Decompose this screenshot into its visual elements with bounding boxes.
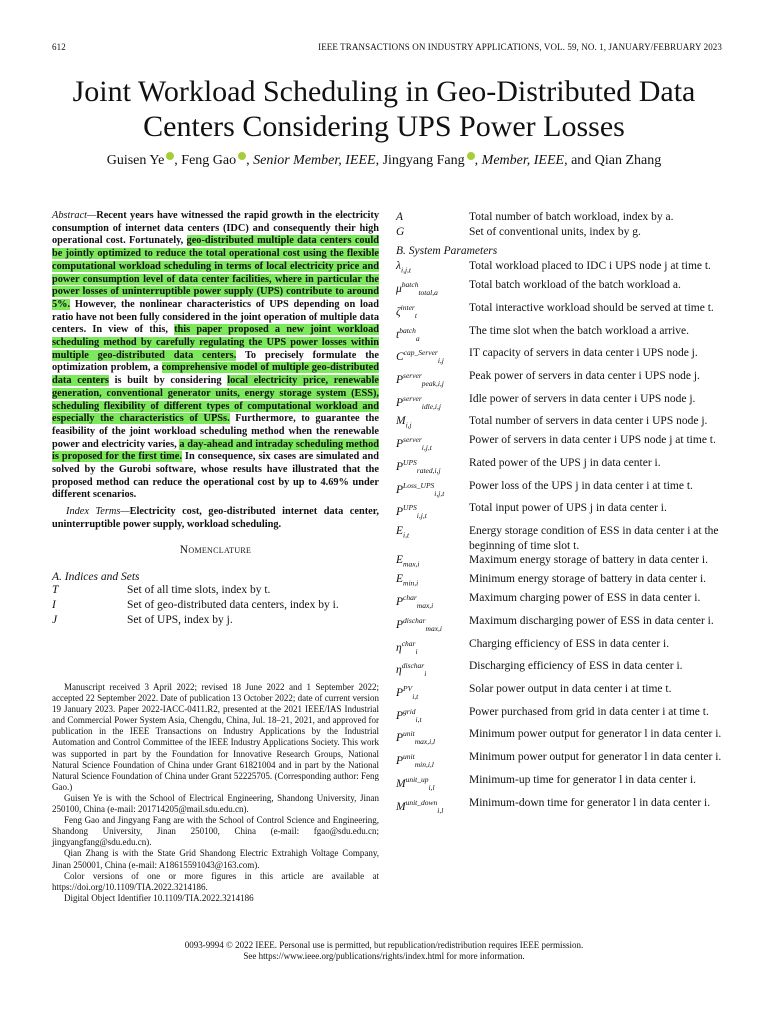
orcid-icon[interactable] [238,152,246,160]
system-parameters-heading: B. System Parameters [396,245,498,258]
nomenclature-row [396,572,722,591]
nomenclature-row [396,553,722,572]
author-name: , and Qian Zhang [564,153,662,168]
nomenclature-symbol: $M^{unit\_up}_{i,l}$ [396,774,435,792]
abstract [52,210,379,502]
nomenclature-definition: Set of all time slots, index by t. [127,583,271,596]
abstract-text: is built by considering [108,375,228,387]
nomenclature-definition: Minimum energy storage of battery in data center i. [469,573,707,586]
nomenclature-row [52,583,379,598]
nomenclature-row [396,659,722,682]
index-terms-text: Electricity cost, geo-distributed internet data center, uninterruptible power supply, workload scheduling. [52,506,379,530]
author-name: Jingyang Fang [382,153,465,168]
nomenclature-symbol: G [396,225,405,238]
sets-list [396,210,722,239]
nomenclature-row [396,479,722,502]
nomenclature-row [396,301,722,324]
footnotes [52,682,379,904]
symbol-subscript: total,a [418,288,438,298]
nomenclature-symbol: $\eta^{dischar}_i$ [396,661,427,679]
nomenclature-definition: Peak power of servers in data center i UPS node j. [469,369,700,382]
nomenclature-row [396,259,722,278]
nomenclature-definition: Idle power of servers in data center i UPS node j. [469,392,696,405]
nomenclature-symbol: $P^{server}_{idle,i,j}$ [396,393,441,411]
nomenclature-definition: Maximum discharging power of ESS in data center i. [469,614,714,627]
nomenclature-symbol: $\lambda_{i,j,t}$ [396,260,411,275]
nomenclature-symbol: $\eta^{char}_i$ [396,638,418,656]
symbol-superscript: char [403,593,417,603]
journal-header: IEEE TRANSACTIONS ON INDUSTRY APPLICATIONS, VOL. 59, NO. 1, JANUARY/FEBRUARY 2023 [318,42,722,52]
symbol-subscript: i,t [415,714,422,724]
nomenclature-row [396,524,722,553]
symbol-subscript: i,l [437,805,444,815]
nomenclature-symbol: $E_{max,i}$ [396,554,420,569]
symbol-superscript: unit [403,752,415,762]
symbol-superscript: UPS [403,503,417,513]
index-terms-lead: Index Terms— [66,506,130,518]
author-list: Guisen Ye , Feng Gao , Senior Member, IEEE, Jingyang Fang , Member, IEEE, and Qian Zhang [106,153,662,168]
nomenclature-symbol: $M_{i,j}$ [396,415,412,430]
author-name: Guisen Ye [106,153,165,168]
symbol-subscript: a [415,333,420,343]
symbol-superscript: batch [401,280,419,290]
symbol-subscript: i [424,669,427,679]
nomenclature-row [396,346,722,369]
nomenclature-row [396,705,722,728]
highlighted-text: a day-ahead and intraday scheduling method is proposed for the first time. [52,438,379,463]
symbol-subscript: i,j,t [416,511,427,521]
nomenclature-symbol: A [396,211,404,223]
symbol-subscript: max,i [403,559,420,569]
nomenclature-definition: Discharging efficiency of ESS in data center i. [469,660,683,673]
nomenclature-symbol: T [52,583,59,596]
symbol-subscript: idle,i,j [421,401,441,411]
nomenclature-row [396,591,722,614]
nomenclature-symbol: $P^{PV}_{i,t}$ [396,684,419,702]
nomenclature-symbol: $P^{grid}_{i,t}$ [396,706,422,724]
nomenclature-row [396,324,722,347]
symbol-superscript: char [401,638,416,648]
nomenclature-symbol: $P^{UPS}_{i,j,t}$ [396,503,427,521]
nomenclature-definition: Minimum power output for generator l in data center i. [469,728,722,741]
symbol-superscript: server [403,435,422,445]
nomenclature-definition: Total batch workload of the batch workload a. [469,279,681,292]
abstract-text: However, the nonlinear characteristics of UPS depending on load ratio have not been fully considered in the joint operation of multiple data centers. In view of this, [52,298,379,336]
symbol-subscript: i,j,t [421,443,432,453]
author-role: Member, IEEE [481,153,565,168]
nomenclature-definition: Total number of servers in data center i UPS node j. [469,415,708,428]
symbol-subscript: max,i,l [414,737,436,747]
symbol-subscript: rated,i,j [416,466,441,476]
symbol-superscript: server [403,393,422,403]
nomenclature-symbol: $E_{min,i}$ [396,573,419,588]
symbol-superscript: dischar [403,615,426,625]
symbol-subscript: i,t [403,530,410,540]
abstract-lead: Abstract— [52,210,97,221]
nomenclature-definition: Total input power of UPS j in data center i. [469,502,667,515]
symbol-superscript: cap_Server [403,348,438,358]
symbol-superscript: batch [399,325,416,335]
nomenclature-row [52,598,379,613]
nomenclature-row [396,369,722,392]
nomenclature-definition: Solar power output in data center i at time t. [469,683,672,695]
symbol-subscript: i,j [437,356,444,366]
nomenclature-symbol: $P^{server}_{peak,i,j}$ [396,370,444,389]
nomenclature-row [396,433,722,456]
nomenclature-row [396,773,722,796]
symbol-superscript: server [403,370,422,380]
nomenclature-definition: Minimum-down time for generator l in data center i. [469,796,711,809]
nomenclature-symbol: $P^{char}_{max,i}$ [396,593,434,611]
nomenclature-row [396,637,722,660]
nomenclature-row [396,210,722,225]
nomenclature-row [396,392,722,415]
nomenclature-symbol: $C^{cap\_Server}_{i,j}$ [396,348,444,366]
footnote-paragraph: Qian Zhang is with the State Grid Shandong Electric Extrahigh Voltage Company, Jinan 250001, China (e-mail: A18615591043@163.com). [52,848,379,870]
footnote-paragraph: Digital Object Identifier 10.1109/TIA.2022.3214186 [64,892,254,903]
nomenclature-definition: Set of geo-distributed data centers, index by i. [127,598,339,611]
nomenclature-definition: Charging efficiency of ESS in data center i. [469,637,670,650]
nomenclature-definition: Rated power of the UPS j in data center i. [469,457,661,469]
left-column [52,210,379,628]
nomenclature-definition: Power loss of the UPS j in data center i at time t. [469,479,693,492]
nomenclature-definition: Set of UPS, index by j. [127,613,233,626]
footnote-paragraph: Color versions of one or more figures in this article are available at https://doi.org/10.1109/TIA.2022.3214186. [52,870,379,892]
orcid-icon[interactable] [166,152,174,160]
nomenclature-row [396,414,722,433]
nomenclature-symbol: $\mu^{batch}_{total,a}$ [396,280,438,298]
nomenclature-definition: Minimum power output for generator l in data center i. [469,751,722,764]
nomenclature-definition: Power of servers in data center i UPS node j at time t. [469,434,716,447]
nomenclature-definition: Total number of batch workload, index by a. [469,211,674,223]
symbol-subscript: t [414,310,417,320]
nomenclature-definition: Energy storage condition of ESS in data center i at the beginning of time slot t. [469,525,719,552]
abstract-text: Furthermore, to guarantee the feasibility of the joint workload scheduling method when the renewable power and electricity varies, [52,413,379,450]
nomenclature-row [396,456,722,479]
nomenclature-symbol: $P^{unit}_{max,i,l}$ [396,729,436,747]
nomenclature-heading: Nomenclature [179,543,252,556]
nomenclature-definition: Total interactive workload should be served at time t. [469,301,714,314]
nomenclature-symbol: $P^{Loss\_UPS}_{i,j,t}$ [396,480,445,498]
copyright-line: 0093-9994 © 2022 IEEE. Personal use is permitted, but republication/redistribution requires IEEE permission. [184,940,584,950]
symbol-subscript: max,i [416,601,434,611]
symbol-superscript: grid [403,706,416,716]
nomenclature-row [396,501,722,524]
nomenclature-definition: Set of conventional units, index by g. [469,225,641,238]
indices-list [52,583,379,628]
nomenclature-row [396,796,722,819]
nomenclature-definition: Power purchased from grid in data center i at time t. [469,705,709,718]
highlighted-text: local electricity price, renewable generation, conventional generator units, energy storage system (ESS), scheduling flexibility of different types of computational workload and especially the characteristics of UPSs. [52,375,379,425]
symbol-superscript: unit [403,729,415,739]
orcid-icon[interactable] [467,152,475,160]
symbol-superscript: UPS [403,458,417,467]
symbol-subscript: i,t [412,692,419,702]
parameters-list [396,259,722,818]
nomenclature-symbol: $\zeta^{inter}_t$ [396,302,417,320]
symbol-superscript: inter [400,302,415,312]
abstract-text: Recent years have witnessed the rapid growth in the electricity consumption of internet data centers (IDC) and consequently their high operational cost. Fortunately, [52,210,379,247]
paper-title: Joint Workload Scheduling in Geo-Distributed Data Centers Considering UPS Power Losses [72,75,696,143]
nomenclature-row [396,278,722,301]
nomenclature-definition: Maximum energy storage of battery in data center i. [469,554,708,567]
symbol-superscript: PV [403,684,413,693]
nomenclature-symbol: $t^{batch}_a$ [396,325,420,343]
nomenclature-symbol: $P^{dischar}_{max,i}$ [396,615,442,633]
highlighted-text: geo-distributed multiple data centers could be jointly optimized to reduce the total operational cost using the flexible computational workload scheduling in terms of local electricity price and power consumption level of data center facilities, where in particular the power losses of uninterruptible power supply (UPS) contribute to around 5%. [52,235,379,310]
nomenclature-definition: Maximum charging power of ESS in data center i. [469,592,701,605]
page-number: 612 [52,42,66,52]
nomenclature-definition: IT capacity of servers in data center i UPS node j. [469,347,698,360]
symbol-superscript: dischar [401,661,425,671]
author-role: Senior Member, IEEE [253,153,376,168]
symbol-superscript: unit_up [405,774,429,784]
nomenclature-row [396,614,722,637]
symbol-subscript: min,i,l [414,760,434,770]
abstract-text: To precisely formulate the optimization problem, a [52,349,379,374]
nomenclature-definition: The time slot when the batch workload a arrive. [469,324,690,337]
symbol-subscript: i,j,t [400,265,411,275]
nomenclature-symbol: $P^{server}_{i,j,t}$ [396,435,432,453]
author-name: Feng Gao [181,153,237,168]
nomenclature-symbol: $M^{unit\_down}_{i,l}$ [396,797,444,815]
nomenclature-row [52,613,379,628]
nomenclature-symbol: $E_{i,t}$ [396,525,410,540]
symbol-subscript: max,i [425,623,442,633]
highlighted-text: comprehensive model of multiple geo-distributed data centers [52,362,379,387]
indices-heading: A. Indices and Sets [52,570,140,583]
highlighted-text: this paper proposed a new joint workload scheduling method by carefully regulating the UPS power losses within multiple geo-distributed data centers. [52,324,379,361]
copyright-line: See https://www.ieee.org/publications/rights/index.html for more information. [243,951,525,961]
footnote-paragraph: Guisen Ye is with the School of Electrical Engineering, Shandong University, Jinan 250100, China (e-mail: 201714205@mail.sdu.edu.cn). [52,792,379,815]
nomenclature-symbol: $P^{unit}_{min,i,l}$ [396,752,434,770]
symbol-subscript: i,j [405,420,412,430]
index-terms [52,506,379,531]
symbol-superscript: unit_down [405,797,438,807]
right-column [396,210,722,818]
nomenclature-row [396,682,722,705]
symbol-subscript: min,i [403,578,419,588]
symbol-subscript: i [415,646,418,656]
footnote-paragraph: Feng Gao and Jingyang Fang are with the School of Control Science and Engineering, Shandong University, Jinan 250100, China (e-mail: fgao@sdu.edu.cn; jingyangfang@sdu.edu.cn). [52,815,379,848]
nomenclature-symbol: $P^{UPS}_{rated,i,j}$ [396,458,441,476]
nomenclature-definition: Minimum-up time for generator l in data center i. [469,773,697,786]
symbol-subscript: peak,i,j [421,379,444,389]
symbol-superscript: Loss_UPS [403,480,435,490]
nomenclature-row [396,750,722,773]
symbol-subscript: i,l [428,783,435,792]
abstract-text: In consequence, six cases are simulated and solved by the Gurobi software, whose results have illustrated that the proposed method can reduce the operational cost by up to 4.69% under different scenarios. [52,451,379,501]
symbol-subscript: i,j,t [434,488,445,498]
nomenclature-symbol: J [52,613,58,626]
nomenclature-definition: Total workload placed to IDC i UPS node j at time t. [469,260,711,273]
nomenclature-symbol: I [52,598,56,611]
nomenclature-row [396,225,722,240]
footnote-paragraph: Manuscript received 3 April 2022; revised 18 June 2022 and 1 September 2022; accepted 22 September 2022. Date of publication 13 October 2022; date of current version 19 January 2023. Paper 2022-IACC-0411.R2, presented at the 2021 IEEE/IAS Industrial and Commercial Power System Asia, Chengdu, China, Jul. 18–21, 2021, and approved for publication in the IEEE Transactions on Industry Applications by the Industrial Automation and Control Committee of the IEEE Industry Applications Society. This work was supported in part by the Foundation for Innovative Research Groups, National Natural Science Foundation of China under Grant 61821004 and in part by the National Natural Science Foundation of China under Grant 52225705. (Corresponding author: Feng Gao.) [52,682,379,792]
copyright-notice [0,940,768,962]
nomenclature-row [396,727,722,750]
